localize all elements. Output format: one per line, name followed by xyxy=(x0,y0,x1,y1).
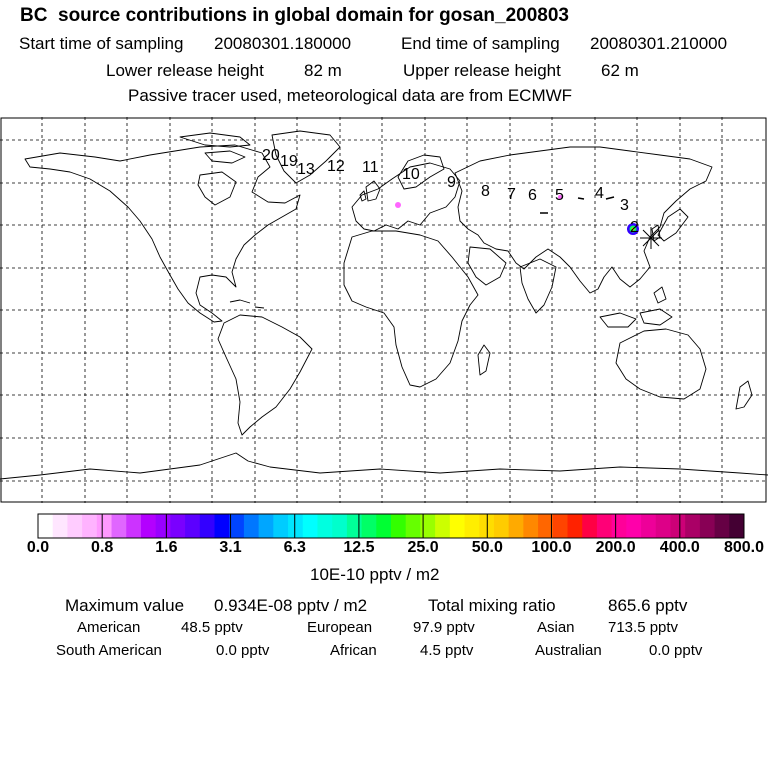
colorbar-cell xyxy=(215,514,230,538)
traj-label-19: 19 xyxy=(280,153,298,170)
colorbar-cell xyxy=(670,514,685,538)
traj-label-10: 10 xyxy=(402,166,420,183)
colorbar-tick-label: 50.0 xyxy=(471,539,503,556)
colorbar-cell xyxy=(656,514,671,538)
colorbar-cell xyxy=(612,514,627,538)
max-value-label: Maximum value xyxy=(65,596,185,615)
colorbar-cell xyxy=(597,514,612,538)
colorbar-cell xyxy=(97,514,112,538)
colorbar-cell xyxy=(494,514,509,538)
colorbar-tick-label: 6.3 xyxy=(283,539,306,556)
colorbar-cell xyxy=(523,514,538,538)
colorbar-cell xyxy=(185,514,200,538)
colorbar-tick-label: 25.0 xyxy=(407,539,439,556)
colorbar-tick-label: 1.6 xyxy=(155,539,178,556)
colorbar-cell xyxy=(435,514,450,538)
map-title: BC source contributions in global domain for gosan_200803 xyxy=(20,5,569,26)
colorbar-cell xyxy=(391,514,406,538)
traj-label-4: 4 xyxy=(595,185,604,202)
colorbar-tick-label: 12.5 xyxy=(343,539,375,556)
colorbar-cell xyxy=(685,514,700,538)
colorbar-tick-label: 100.0 xyxy=(531,539,572,556)
traj-label-3: 3 xyxy=(620,197,629,214)
colorbar-cell xyxy=(259,514,274,538)
traj-label-7: 7 xyxy=(507,186,516,203)
colorbar-cell xyxy=(200,514,215,538)
colorbar-cell xyxy=(538,514,553,538)
colorbar-cell xyxy=(626,514,641,538)
european-label: European xyxy=(307,619,373,636)
american-value: 48.5 pptv xyxy=(181,619,243,636)
african-value: 4.5 pptv xyxy=(420,642,474,659)
colorbar-cell xyxy=(317,514,332,538)
colorbar-cell xyxy=(582,514,597,538)
total-mixing-value: 865.6 pptv xyxy=(608,596,688,615)
traj-label-8: 8 xyxy=(481,183,490,200)
colorbar-cell xyxy=(229,514,244,538)
colorbar-cell xyxy=(715,514,730,538)
colorbar-cell xyxy=(347,514,362,538)
australian-value: 0.0 pptv xyxy=(649,642,703,659)
traj-label-2: 2 xyxy=(630,219,639,236)
asian-value: 713.5 pptv xyxy=(608,619,679,636)
colorbar-cell xyxy=(568,514,583,538)
asian-label: Asian xyxy=(537,619,575,636)
upper-height-value: 62 m xyxy=(601,61,639,80)
colorbar-cell xyxy=(112,514,127,538)
plume-europe xyxy=(395,202,401,208)
colorbar-cell xyxy=(450,514,465,538)
total-mixing-label: Total mixing ratio xyxy=(428,596,556,615)
colorbar-cell xyxy=(53,514,68,538)
colorbar-cell xyxy=(376,514,391,538)
traj-label-9: 9 xyxy=(447,174,456,191)
south-american-label: South American xyxy=(56,642,162,659)
receptor-marker xyxy=(640,227,662,249)
colorbar-unit: 10E-10 pptv / m2 xyxy=(310,565,440,584)
upper-height-label: Upper release height xyxy=(403,61,561,80)
colorbar-cell xyxy=(288,514,303,538)
african-label: African xyxy=(330,642,377,659)
traj-label-12: 12 xyxy=(327,158,345,175)
colorbar-cell xyxy=(700,514,715,538)
start-time-value: 20080301.180000 xyxy=(214,34,352,53)
colorbar-cell xyxy=(406,514,421,538)
colorbar-cell xyxy=(273,514,288,538)
colorbar-cell xyxy=(362,514,377,538)
colorbar-tick-label: 800.0 xyxy=(723,539,765,556)
colorbar-cell xyxy=(126,514,141,538)
colorbar-cell xyxy=(465,514,480,538)
colorbar-tick-label: 3.1 xyxy=(219,539,242,556)
colorbar-cell xyxy=(82,514,97,538)
colorbar-cell xyxy=(303,514,318,538)
colorbar-cell xyxy=(553,514,568,538)
colorbar-cell xyxy=(641,514,656,538)
colorbar-tick-label: 400.0 xyxy=(659,539,700,556)
colorbar xyxy=(0,510,768,542)
south-american-value: 0.0 pptv xyxy=(216,642,270,659)
max-value: 0.934E-08 pptv / m2 xyxy=(214,596,368,615)
start-time-label: Start time of sampling xyxy=(19,34,184,53)
colorbar-cell xyxy=(244,514,259,538)
colorbar-cell xyxy=(141,514,156,538)
colorbar-cell xyxy=(170,514,185,538)
colorbar-tick-label: 0.8 xyxy=(91,539,114,556)
colorbar-cell xyxy=(509,514,524,538)
lower-height-value: 82 m xyxy=(304,61,342,80)
traj-label-20: 20 xyxy=(262,147,280,164)
colorbar-tick-label: 0.0 xyxy=(26,539,50,556)
european-value: 97.9 pptv xyxy=(413,619,475,636)
colorbar-tick-label: 200.0 xyxy=(595,539,636,556)
world-map xyxy=(0,117,768,503)
tracer-note: Passive tracer used, meteorological data are from ECMWF xyxy=(128,86,573,105)
colorbar-cell xyxy=(729,514,744,538)
end-time-value: 20080301.210000 xyxy=(590,34,728,53)
australian-label: Australian xyxy=(535,642,602,659)
colorbar-cell xyxy=(156,514,171,538)
lower-height-label: Lower release height xyxy=(106,61,264,80)
traj-label-13: 13 xyxy=(297,161,315,178)
end-time-label: End time of sampling xyxy=(401,34,560,53)
american-label: American xyxy=(77,619,141,636)
colorbar-cell xyxy=(332,514,347,538)
colorbar-cell xyxy=(67,514,82,538)
traj-label-11: 11 xyxy=(362,159,379,176)
traj-label-6: 6 xyxy=(528,187,537,204)
traj-label-5: 5 xyxy=(555,187,564,204)
colorbar-cell xyxy=(38,514,53,538)
